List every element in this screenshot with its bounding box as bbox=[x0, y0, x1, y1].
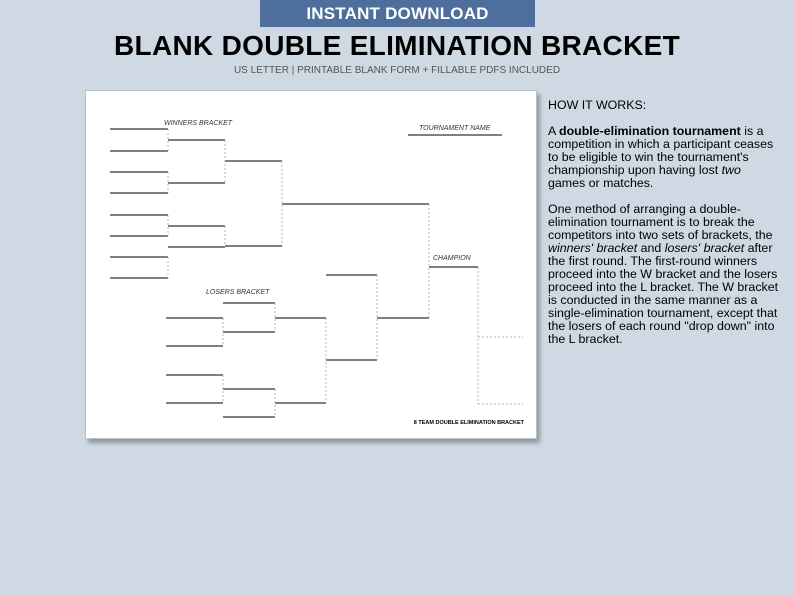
bracket-diagram bbox=[86, 91, 536, 438]
how-it-works-panel bbox=[548, 99, 780, 359]
how-it-works-heading: HOW IT WORKS: bbox=[548, 98, 647, 112]
info-p1-text-c: games or matches. bbox=[548, 176, 654, 190]
tournament-name-label: TOURNAMENT NAME bbox=[419, 125, 491, 132]
info-p2-text-a: One method of arranging a double-elimination tournament is to break the competitors into two sets of brackets, the bbox=[548, 202, 773, 242]
info-p1-text-a: A bbox=[548, 124, 560, 138]
info-p2-text-b: and bbox=[637, 241, 665, 255]
page-title: BLANK DOUBLE ELIMINATION BRACKET bbox=[114, 30, 680, 61]
losers-bracket-label: LOSERS BRACKET bbox=[206, 289, 270, 296]
bracket-sheet bbox=[85, 90, 537, 439]
info-p1-text-b: is a competition in which a participant ceases to be eligible to win the tournament's championship upon having lost bbox=[548, 124, 774, 177]
info-p1-italic: two bbox=[721, 163, 741, 177]
losers-bracket-lines bbox=[166, 275, 429, 417]
bracket-footer-label: 8 TEAM DOUBLE ELIMINATION BRACKET bbox=[413, 420, 524, 426]
info-p2-italic-2: losers' bracket bbox=[664, 241, 745, 255]
info-p2-text-c: after the first round. The first-round winners proceed into the W bracket and the losers proceed into the L bracket. The W bracket is conducted in the same manner as a single-elimination tournament, except that the losers of each round "drop down" into the L bracket. bbox=[548, 241, 779, 346]
info-p2-italic-1: winners' bracket bbox=[548, 241, 638, 255]
info-paragraph-1 bbox=[548, 125, 780, 190]
champion-label: CHAMPION bbox=[433, 255, 471, 262]
instant-download-banner: INSTANT DOWNLOAD bbox=[260, 0, 535, 27]
page-subtitle: US LETTER | PRINTABLE BLANK FORM + FILLABLE PDFS INCLUDED bbox=[233, 65, 561, 76]
info-p1-bold: double-elimination tournament bbox=[559, 124, 741, 138]
bracket-connectors bbox=[168, 129, 523, 417]
winners-bracket-label: WINNERS BRACKET bbox=[164, 120, 233, 127]
info-paragraph-2 bbox=[548, 203, 780, 346]
